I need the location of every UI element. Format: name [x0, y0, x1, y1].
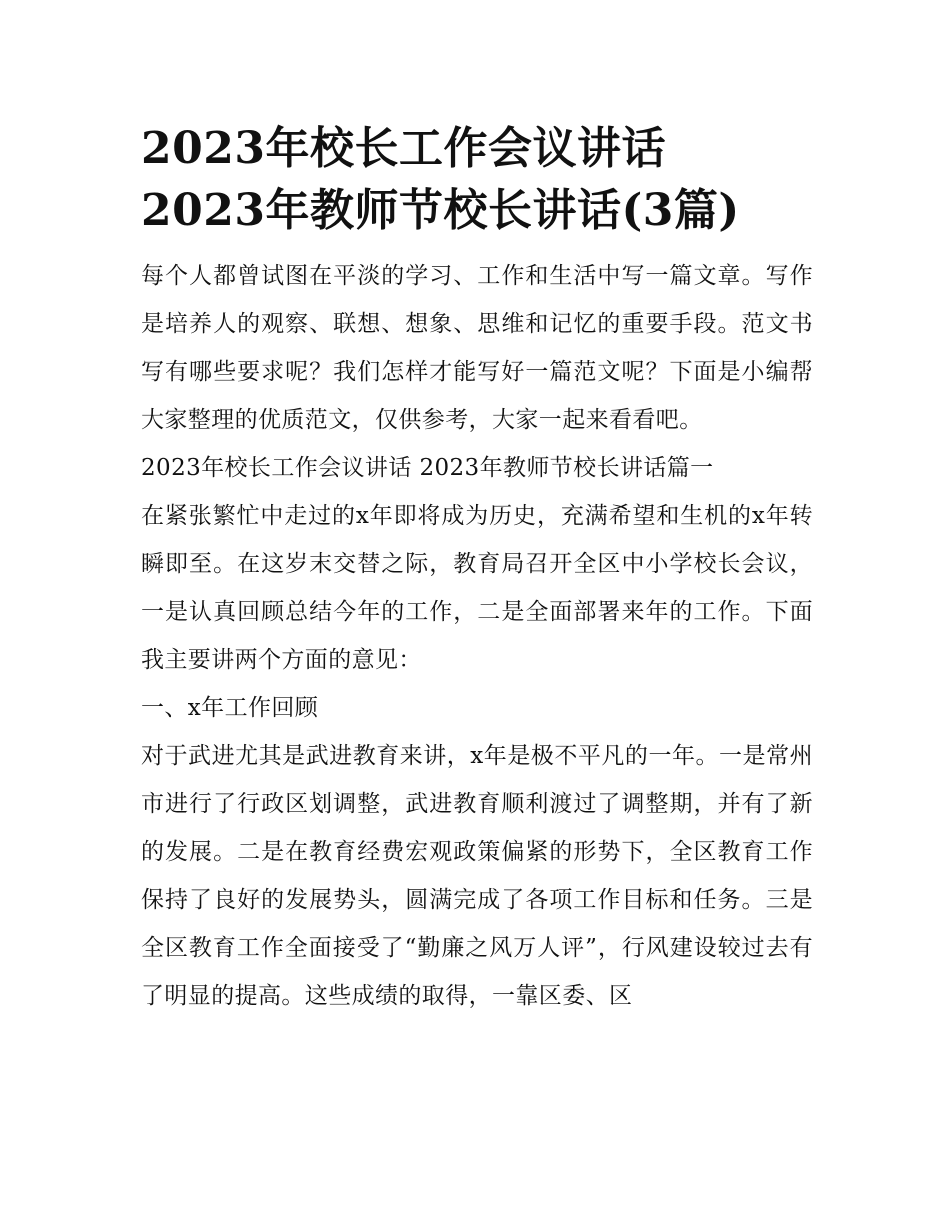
document-title	[141, 118, 813, 242]
section-title: 2023年校长工作会议讲话 2023年教师节校长讲话篇一	[141, 455, 714, 481]
paragraph-1: 在紧张繁忙中走过的x年即将成为历史，充满希望和生机的x年转瞬即至。在这岁末交替之际，教育局召开全区中小学校长会议，一是认真回顾总结今年的工作，二是全面部署来年的工作。下面我主要讲两个方面的意见：	[141, 503, 813, 673]
paragraph-2: 对于武进尤其是武进教育来讲，x年是极不平凡的一年。一是常州市进行了行政区划调整，武进教育顺利渡过了调整期，并有了新的发展。二是在教育经费宏观政策偏紧的形势下，全区教育工作保持了良好的发展势头，圆满完成了各项工作目标和任务。三是全区教育工作全面接受了“勤廉之风万人评”，行风建设较过去有了明显的提高。这些成绩的取得，一靠区委、区	[141, 743, 813, 1009]
section-heading-1: 一、x年工作回顾	[141, 695, 319, 721]
intro-paragraph: 每个人都曾试图在平淡的学习、工作和生活中写一篇文章。写作是培养人的观察、联想、想象、思维和记忆的重要手段。范文书写有哪些要求呢？我们怎样才能写好一篇范文呢？下面是小编帮大家整理的优质范文，仅供参考，大家一起来看看吧。	[141, 263, 813, 433]
title-line-2: 2023年教师节校长讲话(3篇)	[141, 185, 740, 236]
title-line-1: 2023年校长工作会议讲话	[141, 123, 666, 174]
document-body	[141, 252, 813, 1020]
document-page	[141, 118, 813, 1020]
